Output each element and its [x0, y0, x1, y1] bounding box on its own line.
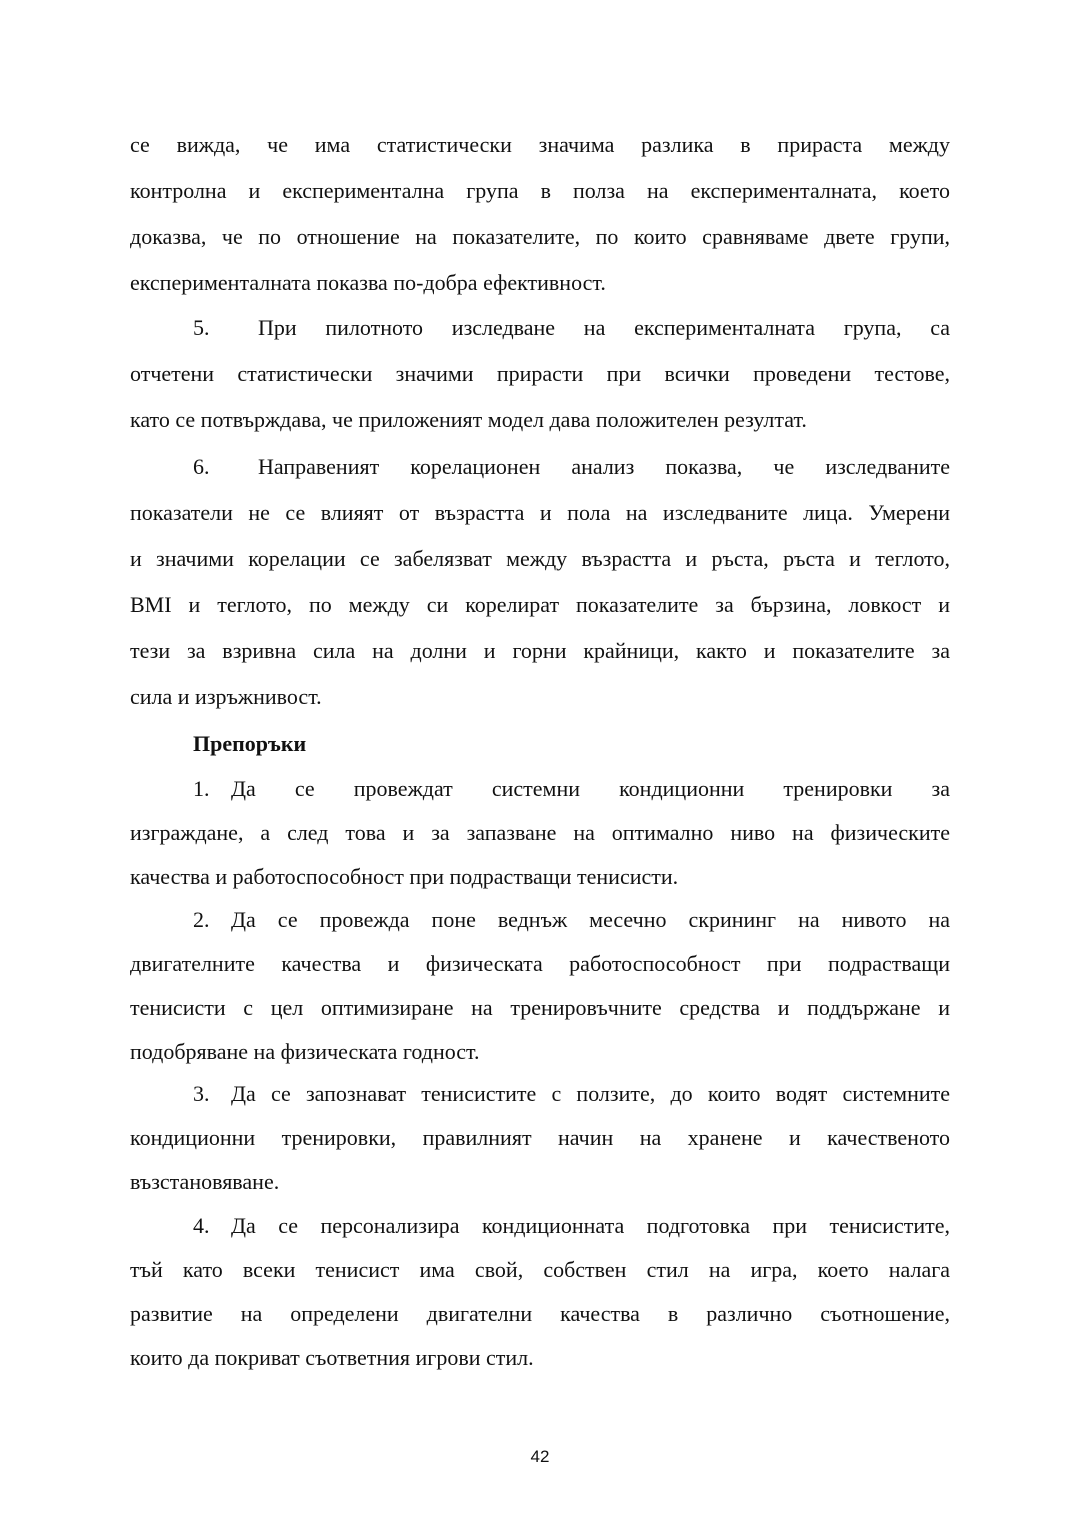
text-line: подобряване на физическата годност. — [130, 1039, 480, 1064]
text-line: кондиционни тренировки, правилният начин на хранене и качественото — [130, 1125, 950, 1150]
paragraph-conclusion-4-cont — [130, 122, 950, 306]
recommendation-4 — [130, 1204, 950, 1380]
text-line: изграждане, а след това и за запазване на оптимално ниво на физическите — [130, 820, 950, 845]
item-number: 2. — [193, 907, 210, 932]
text-line: качества и работоспособност при подрастващи тенисисти. — [130, 864, 679, 889]
text-line: доказва, че по отношение на показателите, по които сравняваме двете групи, — [130, 224, 950, 249]
text-line: развитие на определени двигателни качества в различно съотношение, — [130, 1301, 950, 1326]
text-line: тъй като всеки тенисист има свой, собствен стил на игра, което налага — [130, 1257, 950, 1282]
text-line: тенисисти с цел оптимизиране на тренировъчните средства и поддържане и — [130, 995, 950, 1020]
text-line: показатели не се влияят от възрастта и пола на изследваните лица. Умерени — [130, 500, 950, 525]
text-line: които да покриват съответния игрови стил. — [130, 1345, 534, 1370]
recommendation-2 — [130, 898, 950, 1074]
recommendation-3 — [130, 1072, 950, 1204]
text-line: Направеният корелационен анализ показва, че изследваните — [258, 454, 950, 479]
recommendation-1 — [130, 767, 950, 899]
item-number: 3. — [193, 1081, 210, 1106]
text-line: Да се провежда поне веднъж месечно скрининг на нивото на — [231, 907, 950, 932]
item-number: 6. — [193, 454, 210, 479]
text-line: Да се запознават тенисистите с ползите, до които водят системните — [231, 1081, 950, 1106]
text-line: BMI и теглото, по между си корелират показателите за бързина, ловкост и — [130, 592, 950, 617]
text-line: като се потвърждава, че приложеният модел дава положителен резултат. — [130, 407, 807, 432]
page-number: 42 — [530, 1447, 550, 1466]
item-number: 5. — [193, 315, 210, 340]
section-heading: Препоръки — [193, 731, 307, 756]
paragraph-conclusion-5 — [130, 305, 950, 443]
text-line: контролна и експериментална група в полза на експерименталната, което — [130, 178, 950, 203]
text-line: отчетени статистически значими прирасти при всички проведени тестове, — [130, 361, 950, 386]
paragraph-conclusion-6 — [130, 444, 950, 720]
text-line: сила и изръжнивост. — [130, 684, 322, 709]
item-number: 4. — [193, 1213, 210, 1238]
text-line: двигателните качества и физическата работоспособност при подрастващи — [130, 951, 950, 976]
text-line: възстановяване. — [130, 1169, 280, 1194]
text-line: тези за взривна сила на долни и горни крайници, както и показателите за — [130, 638, 950, 663]
text-line: и значими корелации се забелязват между възрастта и ръста, ръста и теглото, — [130, 546, 950, 571]
text-line: При пилотното изследване на експерименталната група, са — [258, 315, 950, 340]
text-line: Да се персонализира кондиционната подготовка при тенисистите, — [231, 1213, 950, 1238]
text-line: Да се провеждат системни кондиционни тренировки за — [231, 776, 950, 801]
text-line: експерименталната показва по-добра ефективност. — [130, 270, 606, 295]
text-line: се вижда, че има статистически значима разлика в прираста между — [130, 132, 950, 157]
item-number: 1. — [193, 776, 210, 801]
